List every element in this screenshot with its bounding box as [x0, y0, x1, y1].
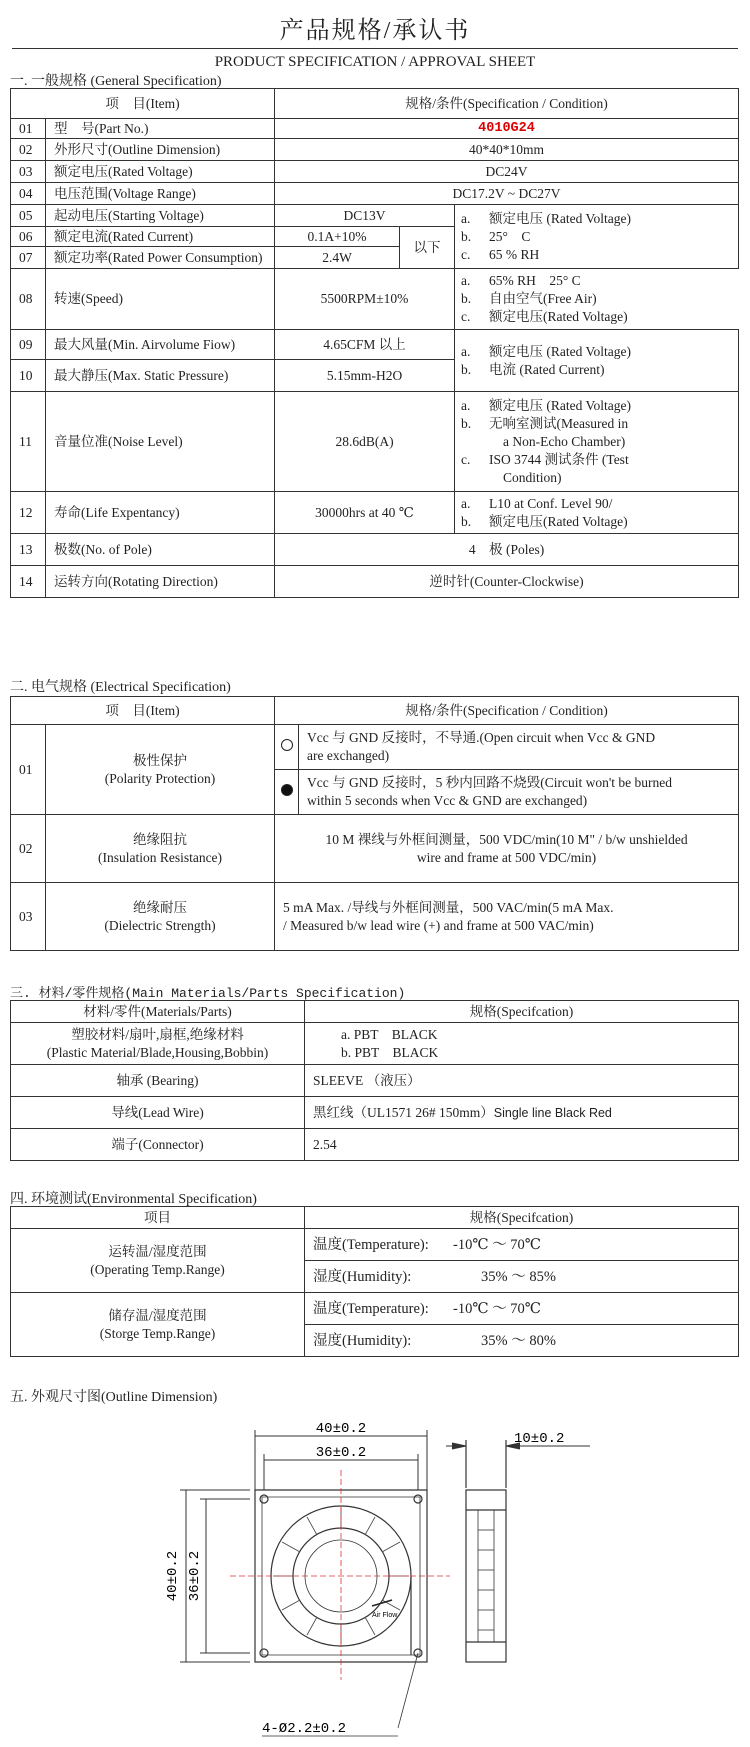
materials-spec-table: [10, 1000, 739, 1161]
row-no: 05: [11, 205, 46, 227]
row-no: 07: [11, 247, 46, 269]
row-value: 0.1A+10%: [275, 227, 400, 247]
header-item: 项 目(Item): [11, 89, 275, 119]
row-item: 转速(Speed): [46, 269, 275, 330]
table-row: [11, 534, 739, 566]
row-value: Vcc 与 GND 反接时，不导通.(Open circuit when Vcc & GND are exchanged): [299, 725, 739, 770]
row-value: DC24V: [275, 161, 739, 183]
row-no: 13: [11, 534, 46, 566]
row-no: 08: [11, 269, 46, 330]
row-value: 5.15mm-H2O: [275, 360, 455, 392]
filled-circle-icon: [275, 770, 299, 815]
row-value: a. PBT BLACK b. PBT BLACK: [305, 1023, 739, 1065]
table-row: [11, 566, 739, 598]
section-electrical-heading: 二. 电气规格 (Electrical Specification): [10, 680, 231, 695]
table-row: [11, 1065, 739, 1097]
row-value: 2.4W: [275, 247, 400, 269]
row-item: 额定功率(Rated Power Consumption): [46, 247, 275, 269]
row-no: 02: [11, 139, 46, 161]
row-value: 28.6dB(A): [275, 392, 455, 492]
header-spec: 规格/条件(Specification / Condition): [275, 697, 739, 725]
side-fins: [478, 1530, 494, 1630]
row-item: 极性保护 (Polarity Protection): [46, 725, 275, 815]
row-value: 2.54: [305, 1129, 739, 1161]
electrical-spec-table: [10, 696, 739, 951]
row-item: 绝缘耐压 (Dielectric Strength): [46, 883, 275, 951]
part-number-value: 4010G24: [275, 119, 739, 139]
condition-list: a. 额定电压 (Rated Voltage) b. 无响室测试(Measured in a Non-Echo Chamber) c. ISO 3744 测试条件 (Test Condition): [455, 392, 739, 492]
inner-height-label: 36±0.2: [187, 1550, 203, 1602]
row-item: 端子(Connector): [11, 1129, 305, 1161]
table-row: [11, 1129, 739, 1161]
row-no: 14: [11, 566, 46, 598]
table-row: [11, 883, 739, 951]
table-row: [11, 815, 739, 883]
header-item: 项 目(Item): [11, 697, 275, 725]
outer-height-label: 40±0.2: [165, 1550, 181, 1602]
row-item: 起动电压(Starting Voltage): [46, 205, 275, 227]
section-materials-heading: 三. 材料/零件规格(Main Materials/Parts Specification): [10, 986, 406, 1001]
row-no: 10: [11, 360, 46, 392]
table-row: [11, 1023, 739, 1065]
table-row: [11, 1293, 739, 1325]
row-item: 型 号(Part No.): [46, 119, 275, 139]
row-value: Vcc 与 GND 反接时，5 秒内回路不烧毁(Circuit won't be burned within 5 seconds when Vcc & GND are exchanged): [299, 770, 739, 815]
table-row: [11, 269, 739, 330]
row-no: 03: [11, 161, 46, 183]
table-row: [11, 119, 739, 139]
row-no: 06: [11, 227, 46, 247]
below-label: 以下: [400, 227, 455, 269]
row-value: 湿度(Humidity): 35% ～ 85%: [305, 1261, 739, 1293]
row-item: 储存温/湿度范围 (Storge Temp.Range): [11, 1293, 305, 1357]
title-divider: [12, 48, 738, 49]
table-row: [11, 330, 739, 360]
table-row: [11, 392, 739, 492]
thickness-label: 10±0.2: [514, 1431, 565, 1447]
row-item: 塑胶材料/扇叶,扇框,绝缘材料 (Plastic Material/Blade,Housing,Bobbin): [11, 1023, 305, 1065]
row-no: 09: [11, 330, 46, 360]
airflow-label: Air Flow: [372, 1612, 398, 1619]
row-item: 运转温/湿度范围 (Operating Temp.Range): [11, 1229, 305, 1293]
condition-list: a. 额定电压 (Rated Voltage) b. 电流 (Rated Current): [455, 330, 739, 392]
document-title: 产品规格/承认书: [279, 18, 471, 44]
hole-dimension-label: 4-Ø2.2±0.2: [262, 1721, 347, 1737]
condition-list: a. 额定电压 (Rated Voltage) b. 25° C c. 65 % RH: [455, 205, 739, 269]
header-item: 项目: [11, 1207, 305, 1229]
row-no: 03: [11, 883, 46, 951]
row-item: 导线(Lead Wire): [11, 1097, 305, 1129]
header-spec: 规格(Specifcation): [305, 1001, 739, 1023]
center-lines: [230, 1470, 450, 1680]
row-item: 外形尺寸(Outline Dimension): [46, 139, 275, 161]
row-value: 湿度(Humidity): 35% ～ 80%: [305, 1325, 739, 1357]
document-subtitle: PRODUCT SPECIFICATION / APPROVAL SHEET: [214, 54, 536, 70]
fan-side-view: [466, 1440, 506, 1662]
row-item: 运转方向(Rotating Direction): [46, 566, 275, 598]
hole-leader: [398, 1653, 418, 1728]
row-value: 5 mA Max. /导线与外框间测量，500 VAC/min(5 mA Max. / Measured b/w lead wire (+) and frame at 500 VAC/min): [275, 883, 739, 951]
row-item: 最大风量(Min. Airvolume Fiow): [46, 330, 275, 360]
row-value: 10 M 裸线与外框间测量，500 VDC/min(10 M" / b/w unshielded wire and frame at 500 VDC/min): [275, 815, 739, 883]
row-value: DC13V: [275, 205, 455, 227]
table-row: [11, 205, 739, 227]
row-value: 5500RPM±10%: [275, 269, 455, 329]
row-value: 30000hrs at 40 ℃: [275, 492, 455, 534]
table-row: [11, 725, 739, 770]
table-row: [11, 1097, 739, 1129]
header-spec: 规格/条件(Specification / Condition): [275, 89, 739, 119]
table-row: [11, 161, 739, 183]
row-item: 额定电流(Rated Current): [46, 227, 275, 247]
section-environment-heading: 四. 环境测试(Environmental Specification): [10, 1192, 257, 1207]
environment-spec-table: [10, 1206, 739, 1357]
general-spec-table: [10, 88, 739, 598]
row-value: 温度(Temperature): -10℃ ～ 70℃: [305, 1229, 739, 1261]
row-value: 温度(Temperature): -10℃ ～ 70℃: [305, 1293, 739, 1325]
table-header-row: [11, 697, 739, 725]
row-no: 01: [11, 725, 46, 815]
row-no: 11: [11, 392, 46, 492]
outer-width-label: 40±0.2: [315, 1421, 367, 1437]
row-value: 黑红线（UL1571 26# 150mm）Single line Black Red: [305, 1097, 739, 1129]
table-row: [11, 183, 739, 205]
row-item: 绝缘阻抗 (Insulation Resistance): [46, 815, 275, 883]
header-item: 材料/零件(Materials/Parts): [11, 1001, 305, 1023]
open-circle-icon: [275, 725, 299, 770]
table-header-row: [11, 1001, 739, 1023]
row-item: 轴承 (Bearing): [11, 1065, 305, 1097]
inner-width-label: 36±0.2: [315, 1445, 367, 1461]
condition-list: a. 65% RH 25° C b. 自由空气(Free Air) c. 额定电压(Rated Voltage): [461, 273, 628, 324]
row-item: 极数(No. of Pole): [46, 534, 275, 566]
table-row: [11, 1229, 739, 1261]
row-item: 寿命(Life Expentancy): [46, 492, 275, 534]
table-header-row: [11, 89, 739, 119]
row-no: 12: [11, 492, 46, 534]
table-header-row: [11, 1207, 739, 1229]
table-row: [11, 139, 739, 161]
row-item: 音量位准(Noise Level): [46, 392, 275, 492]
section-outline-heading: 五. 外观尺寸图(Outline Dimension): [10, 1390, 218, 1405]
outline-dimension-drawing: [0, 1410, 750, 1747]
section-general-heading: 一. 一般规格 (General Specification): [10, 74, 222, 89]
row-value: 逆时针(Counter-Clockwise): [275, 566, 739, 598]
header-spec: 规格(Specifcation): [305, 1207, 739, 1229]
row-no: 04: [11, 183, 46, 205]
row-value: DC17.2V ~ DC27V: [275, 183, 739, 205]
row-value: 4 极 (Poles): [275, 534, 739, 566]
table-row: [11, 492, 739, 534]
row-value: 40*40*10mm: [275, 139, 739, 161]
row-no: 02: [11, 815, 46, 883]
row-no: 01: [11, 119, 46, 139]
row-value: 4.65CFM 以上: [275, 330, 455, 360]
row-item: 电压范围(Voltage Range): [46, 183, 275, 205]
row-item: 额定电压(Rated Voltage): [46, 161, 275, 183]
row-item: 最大静压(Max. Static Pressure): [46, 360, 275, 392]
condition-list: a. L10 at Conf. Level 90/ b. 额定电压(Rated Voltage): [455, 492, 739, 534]
row-value: SLEEVE （液压）: [305, 1065, 739, 1097]
